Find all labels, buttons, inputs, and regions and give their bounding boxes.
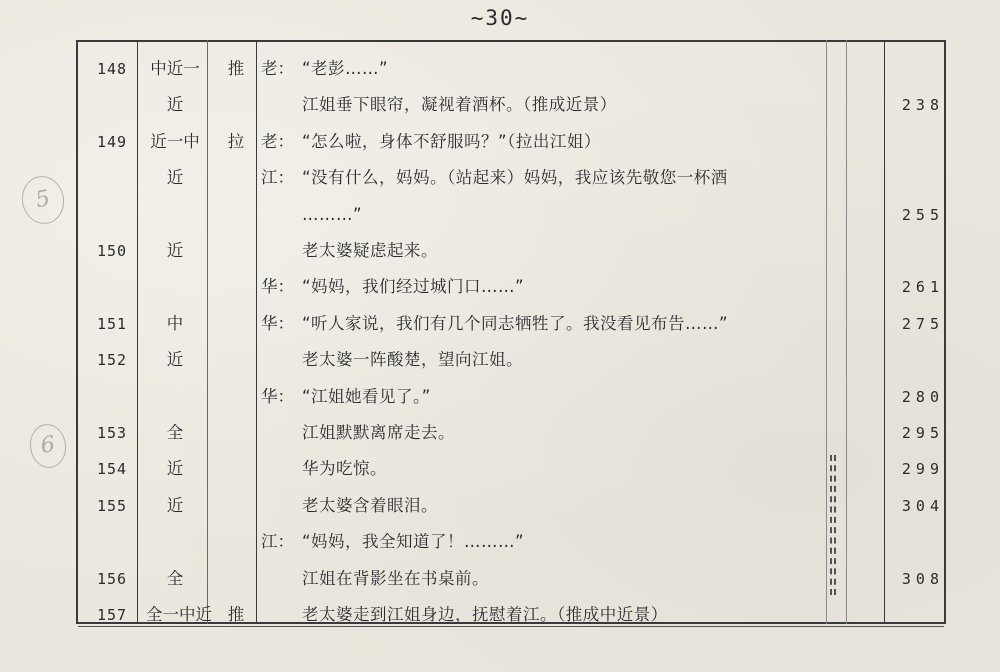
camera-move: 拉	[227, 131, 245, 151]
table-row	[76, 127, 946, 157]
shot-content: “听人家说，我们有几个同志牺牲了。我没看见布告……”	[302, 313, 729, 333]
shot-number: 152	[96, 351, 128, 370]
shot-content: “没有什么，妈妈。（站起来）妈妈，我应该先敬您一杯酒	[302, 168, 728, 188]
shot-size: 近一中	[150, 131, 200, 151]
table-row	[76, 454, 946, 484]
table-row	[76, 236, 946, 266]
table-row	[76, 418, 946, 448]
shot-content: 江姐垂下眼帘，凝视着酒杯。（推成近景）	[302, 95, 617, 115]
shot-number: 148	[96, 60, 128, 78]
speaker-label: 华：	[261, 313, 294, 333]
shot-content: “妈妈，我们经过城门口……”	[302, 277, 525, 297]
shot-number: 150	[96, 242, 128, 260]
shot-size: 全	[166, 568, 184, 588]
shot-content: “江姐她看见了。”	[302, 386, 431, 406]
shot-content: ………”	[302, 204, 363, 224]
timecode: 304	[901, 496, 944, 515]
shot-size: 中近一	[150, 59, 200, 78]
shot-content: 江姐在背影坐在书桌前。	[302, 568, 489, 588]
table-row	[76, 309, 946, 339]
margin-mark-circle	[17, 172, 68, 228]
shot-number: 151	[96, 314, 128, 333]
timecode: 280	[901, 387, 944, 406]
shot-size: 近	[166, 459, 184, 479]
table-row	[76, 90, 946, 120]
speaker-label: 华：	[261, 277, 294, 297]
page-number: ~30~	[470, 6, 530, 30]
shot-size: 近	[166, 495, 184, 515]
table-row	[76, 527, 946, 557]
shot-content: “怎么啦，身体不舒服吗？”（拉出江姐）	[302, 131, 601, 151]
shot-number: 156	[96, 569, 128, 588]
camera-move: 推	[227, 605, 245, 624]
shot-number: 155	[96, 496, 128, 515]
shot-size: 近	[166, 168, 184, 188]
shot-number: 149	[96, 132, 128, 151]
table-row	[76, 272, 946, 302]
shot-content: 老太婆一阵酸楚，望向江姐。	[302, 350, 523, 370]
table-row	[76, 200, 946, 230]
shot-size: 近	[166, 95, 184, 115]
camera-move: 推	[227, 59, 245, 78]
timecode: 255	[901, 205, 944, 224]
speaker-label: 华：	[261, 386, 294, 406]
shot-content: 老太婆含着眼泪。	[302, 495, 438, 515]
shot-size: 中	[166, 313, 184, 333]
table-row	[76, 382, 946, 412]
margin-mark-text: 5	[33, 185, 53, 214]
timecode: 299	[901, 460, 944, 479]
shot-content: “妈妈，我全知道了！………”	[302, 532, 525, 552]
timecode: 238	[901, 96, 944, 115]
margin-mark-circle	[27, 422, 69, 471]
shot-number: 153	[96, 424, 128, 442]
speaker-label: 老：	[261, 131, 294, 151]
shot-size: 全	[166, 423, 184, 442]
table-row	[76, 163, 946, 193]
table-row	[76, 491, 946, 521]
shot-number: 154	[96, 460, 128, 479]
shot-number: 157	[96, 606, 128, 624]
timecode: 261	[901, 278, 944, 297]
shot-size: 全一中近	[146, 605, 212, 624]
shot-content: 华为吃惊。	[302, 459, 387, 479]
margin-mark-text: 6	[39, 432, 57, 459]
shot-content: “老彭……”	[302, 59, 389, 78]
shot-size: 近	[166, 350, 184, 370]
timecode: 275	[901, 314, 944, 333]
speaker-label: 老：	[261, 59, 294, 78]
shot-content: 老太婆走到江姐身边，抚慰着江。（推成中近景）	[302, 605, 668, 624]
table-row	[76, 54, 946, 84]
speaker-label: 江：	[261, 532, 294, 552]
speaker-label: 江：	[261, 168, 294, 188]
shot-content: 江姐默默离席走去。	[302, 423, 455, 442]
timecode: 308	[901, 569, 944, 588]
timecode: 295	[901, 424, 944, 442]
table-row	[76, 600, 946, 630]
shot-content: 老太婆疑虑起来。	[302, 241, 438, 260]
table-row	[76, 564, 946, 594]
shot-size: 近	[166, 241, 184, 260]
table-row	[76, 345, 946, 375]
